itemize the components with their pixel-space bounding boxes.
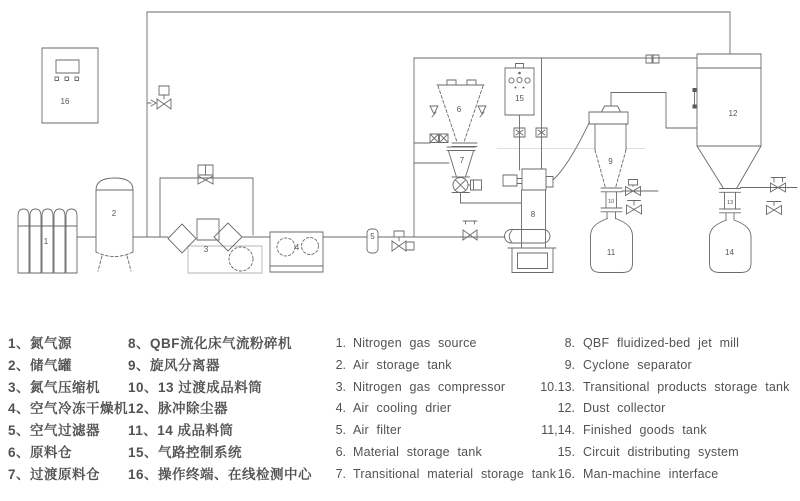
legend-item-text: Transitional material storage tank [353,466,557,481]
legend-item-number: 15. [557,444,575,459]
legend-item-cn: 7、过渡原料仓 [8,466,101,482]
legend-item-text: Transitional products storage tank [583,379,790,394]
legend-en-column-1 [332,333,556,486]
legend-item-number: 10.13. [540,379,575,394]
legend-item-text: Finished goods tank [583,423,707,438]
legend-item-number: 6. [335,444,346,459]
legend-item-number: 8. [564,336,575,350]
label-14: 14 [725,248,734,257]
rotary-feeder-valve [452,177,521,203]
legend-item-text: Nitrogen gas compressor [353,379,506,394]
legend-item-en [531,420,790,442]
legend-item-number: 12. [557,401,575,416]
legend-item-en [531,377,790,399]
legend-item-en [531,355,790,377]
legend-item-en [531,464,790,486]
legend-cn-column-2 [128,333,312,486]
label-7: 7 [459,156,465,165]
finished-goods-tank-14 [710,220,752,273]
legend-item-text: Air storage tank [353,357,452,372]
legend-item-cn: 9、旋风分离器 [128,357,221,373]
label-11: 11 [606,248,616,257]
label-1: 1 [43,237,49,246]
air-cooling-drier [270,232,323,272]
finished-goods-tank-11 [591,219,633,273]
legend-item-number: 5. [335,423,346,438]
legend-cn-column-1 [8,333,128,486]
air-storage-tank [96,178,133,271]
dust-collector-discharge-valves [741,178,798,215]
legend-item-en [332,420,556,442]
cyclone-discharge-valves [622,180,658,215]
twin-valve-device [414,134,448,143]
legend-item-text: Nitrogen gas source [353,336,477,350]
legend-item-number: 4. [335,401,346,416]
legend-item-cn: 6、原料仓 [8,444,73,460]
legend-item-text: Air cooling drier [353,401,452,416]
legend-item-text: Circuit distributing system [583,444,739,459]
legend-item-cn: 15、气路控制系统 [128,444,243,460]
legend-item-cn: 12、脉冲除尘器 [128,401,229,417]
legend-item-en [332,464,556,486]
label-4: 4 [294,243,300,252]
legend-item-cn: 3、氮气压缩机 [8,379,101,395]
legend-item-text: QBF fluidized-bed jet mill [583,336,740,350]
label-5: 5 [370,232,375,241]
legend-item-text: Material storage tank [353,444,482,459]
legend-item-en [531,398,790,420]
legend-en-column-2 [531,333,790,486]
legend-item-cn: 10、13 过渡成品料筒 [128,379,263,395]
label-16: 16 [60,97,70,106]
filter-drain-valve [392,231,414,251]
legend-item-en [332,398,556,420]
label-6: 6 [456,105,462,114]
legend-item-number: 9. [564,357,575,372]
dust-collector [693,54,762,189]
label-10: 10 [607,199,615,205]
legend-item-text: Cyclone separator [583,357,692,372]
legend-item-cn: 16、操作终端、在线检测中心 [128,466,313,482]
legend-item-cn: 11、14 成品料筒 [128,423,234,439]
legend-item-number: 7. [335,466,346,481]
transitional-material-storage-tank [414,147,475,177]
legend-item-number: 1. [335,336,346,350]
legend-item-cn: 8、QBF流化床气流粉碎机 [128,336,293,351]
label-3: 3 [203,245,209,254]
legend-item-cn: 5、空气过滤器 [8,423,101,439]
nitrogen-gas-compressor [168,219,262,273]
legend-item-text: Air filter [353,423,402,438]
cyclone-separator [589,93,697,189]
legend-item-cn: 1、氮气源 [8,336,73,351]
circuit-distributing-system [505,58,547,170]
legend-item-cn: 2、储气罐 [8,357,73,373]
legend-item-number: 2. [335,357,346,372]
nitrogen-supply-pipe [147,12,730,237]
man-machine-interface-cabinet [42,48,98,123]
legend-item-en [332,377,556,399]
legend-item-en [332,333,556,355]
label-2: 2 [111,209,117,218]
legend-item-text: Man-machine interface [583,466,719,481]
legend-item-number: 3. [335,379,346,394]
label-9: 9 [608,157,613,166]
label-12: 12 [728,109,738,118]
air-distribution-pipe [414,55,697,237]
legend-item-text: Dust collector [583,401,666,416]
legend-item-en [332,355,556,377]
legend-item-number: 11,14. [541,423,575,438]
qbf-jet-mill [463,122,590,273]
bypass-pipe-valve [160,165,253,237]
legend-item-cn: 4、空气冷冻干燥机 [8,401,129,417]
equipment-number-labels [44,94,738,257]
legend-item-number: 16. [557,466,575,481]
label-13: 13 [726,200,734,206]
legend-item-en [332,442,556,464]
label-15: 15 [515,94,524,103]
legend-item-en [531,333,790,355]
legend-item-en [531,442,790,464]
label-8: 8 [530,210,536,219]
